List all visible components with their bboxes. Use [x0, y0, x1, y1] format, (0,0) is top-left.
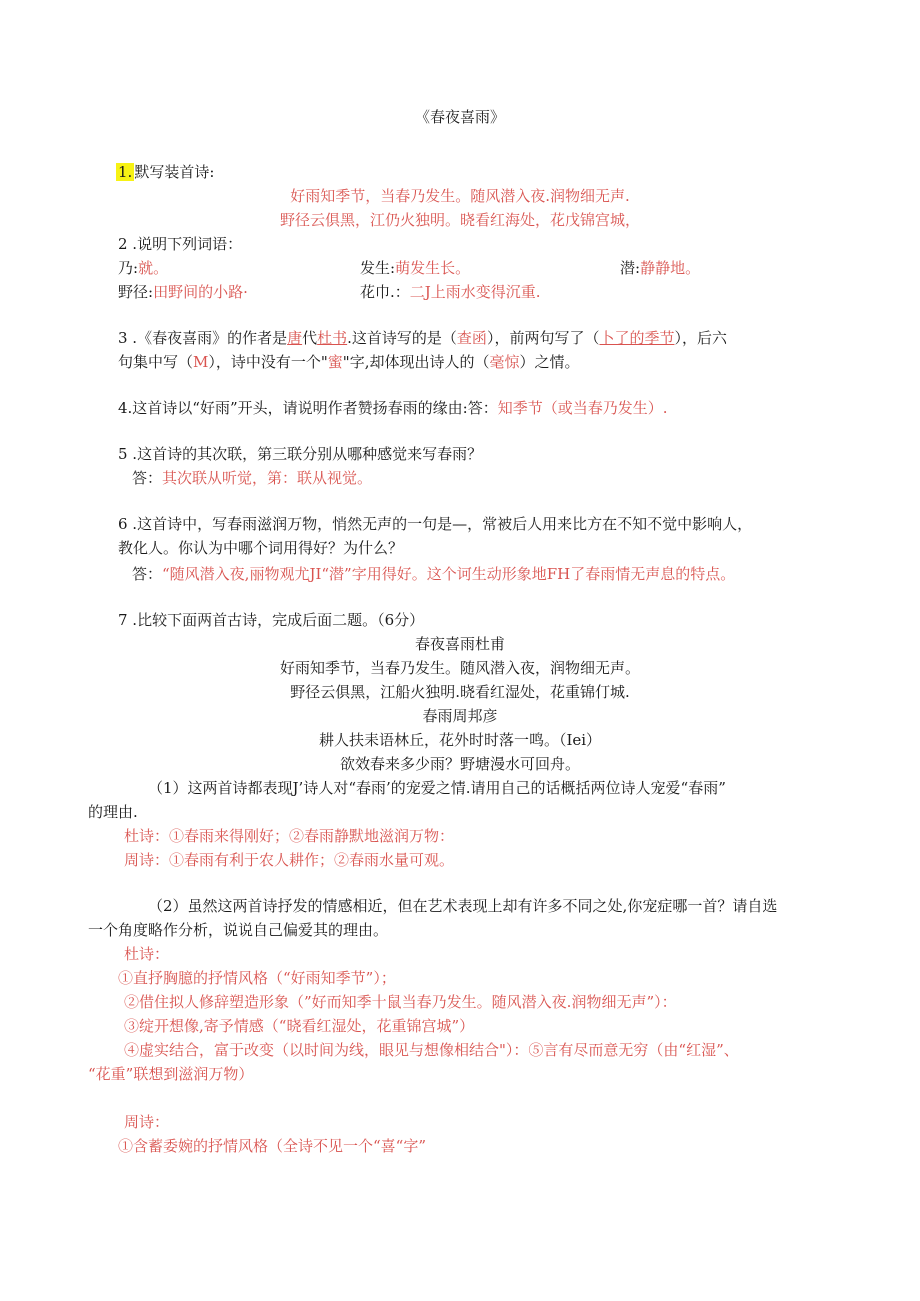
q3-text-3: .这首诗写的是（ [347, 329, 457, 347]
q5-answer-label: 答： [132, 469, 163, 487]
q3-text-1: 3 .《春夜喜雨》的作者是 [118, 329, 288, 347]
poem1-title: 春夜喜雨杜甫 [414, 635, 505, 653]
q2-yejing-label: 野径: [118, 283, 154, 301]
q1-prompt [116, 162, 214, 182]
q5-prompt: 5 .这首诗的其次联，第三联分别从哪种感觉来写春雨？ [118, 445, 483, 463]
q3-text-5: ），后六 [674, 329, 727, 347]
q3-line2 [118, 352, 580, 372]
q3-answer-dynasty: 唐 [287, 329, 303, 347]
du-point-1: ①直抒胸臆的抒情风格（“好雨知季节”）； [118, 969, 396, 987]
zhou-label: 周诗： [124, 1113, 170, 1131]
q5-answer-line [132, 468, 372, 488]
q2-nai [118, 258, 168, 278]
q2-huazhong-answer: 二J上雨水变得沉重. [409, 283, 541, 301]
q7-sub1-line1: （1）这两首诗都表现J’诗人对“春雨’的宠爱之情.请用自己的话概括两位诗人宠爱“春雨” [148, 779, 726, 797]
q3-answer-emotion: 毫惊 [489, 353, 520, 371]
q2-fasheng [360, 258, 470, 278]
q3-text-6: 句集中写（ [118, 353, 194, 371]
q3-answer-char: 蜜 [327, 353, 343, 371]
q1-answer-line1: 好雨知季节，当春乃发生。随风潜入夜.润物细无声. [290, 187, 630, 205]
q1-answer-line2: 野径云俱黑，江仍火独明。晓看红海处，花戊锦宫城， [279, 211, 640, 229]
q4-answer: 知季节（或当春乃发生）. [497, 399, 668, 417]
q3-answer-season: 卜了的季节 [599, 329, 675, 347]
q2-nai-label: 乃: [118, 259, 139, 277]
q2-prompt: 2 .说明下列词语： [118, 235, 243, 253]
poem2-title: 春雨周邦彦 [422, 707, 498, 725]
q3-answer-subject: 查函 [456, 329, 487, 347]
q2-fasheng-answer: 萌发生长。 [395, 259, 471, 277]
q3-text-7: ），诗中没有一个" [208, 353, 328, 371]
q4 [118, 398, 668, 418]
q7-sub2-line2: 一个角度略作分析，说说自己偏爱其的理由。 [88, 921, 389, 939]
q3-text-8: "字,却体现出诗人的（ [342, 353, 490, 371]
q3-text-4: ），前两句写了（ [486, 329, 600, 347]
q2-yejing [118, 282, 248, 302]
q6-answer: “随风潜入夜,丽物观尤JI“潜”字用得好。这个诃生动形象地FH了春雨情无声息的特点。 [162, 565, 736, 583]
du-point-5: “花重”联想到滋润万物） [88, 1065, 254, 1083]
page-title: 《春夜喜雨》 [414, 108, 505, 126]
q2-qian [620, 258, 700, 278]
zhou-point-1: ①含蓄委婉的抒情风格（全诗不见一个“喜“字” [118, 1137, 427, 1155]
q1-text: 默写装首诗: [134, 163, 215, 181]
q2-yejing-answer: 田野间的小路· [153, 283, 248, 301]
poem2-line2: 欲效春来多少雨？野塘漫水可回舟。 [339, 755, 580, 773]
q6-line2: 教化人。你认为中哪个词用得好？为什么？ [118, 539, 404, 557]
q7-sub1-line2: 的理由. [88, 803, 138, 821]
q7-prompt: 7 .比较下面两首古诗，完成后面二题。（6分） [118, 611, 425, 629]
poem1-line1: 好雨知季节，当春乃发生。随风潜入夜，润物细无声。 [279, 659, 640, 677]
q6-line1: 6 .这首诗中，写春雨滋润万物，悄然无声的一句是—，常被后人用来比方在不知不觉中影响人， [118, 515, 753, 533]
q6-answer-line [132, 564, 735, 584]
q3-answer-author: 杜书 [317, 329, 348, 347]
q1-number-highlight: 1. [118, 163, 133, 181]
q2-fasheng-label: 发生: [360, 259, 396, 277]
q2-qian-label: 潜: [620, 259, 641, 277]
q7-sub1-answer-du: 杜诗：①春雨来得刚好；②春雨静默地滋润万物： [124, 827, 455, 845]
q3-text-9: ）之情。 [519, 353, 580, 371]
q7-sub2-line1: （2）虽然这两首诗抒发的情感相近，但在艺术表现上却有许多不同之处,你宠症哪一首？请自选 [148, 897, 778, 915]
du-point-2: ②借住拟人修辞塑造形象（”好而知季十鼠当春乃发生。随风潜入夜.润物细无声”）： [124, 993, 677, 1011]
q3-text-2: 代 [302, 329, 318, 347]
q5-answer: 其次联从听觉，第：联从视觉。 [162, 469, 373, 487]
q2-huazhong [360, 282, 541, 302]
du-point-3: ③绽开想像,寄予情感（“晓看红湿处，花重锦宫城”） [124, 1017, 475, 1035]
q7-sub1-answer-zhou: 周诗：①春雨有利于农人耕作；②春雨水量可观。 [124, 851, 455, 869]
du-label: 杜诗： [124, 945, 170, 963]
poem2-line1: 耕人扶耒语林丘，花外时时落一鸣。（Iei） [318, 731, 602, 749]
du-point-4: ④虚实结合，富于改变（以时间为线，眼见与想像相结合"）：⑤言有尽而意无穷（由“红湿”、 [124, 1041, 739, 1059]
poem1-line2: 野径云俱黑，江船火独明.晓看红湿处，花重锦仃城. [290, 683, 630, 701]
q2-huazhong-label: 花巾.： [360, 283, 410, 301]
q6-answer-label: 答： [132, 565, 163, 583]
q2-qian-answer: 静静地。 [640, 259, 701, 277]
q3-answer-focus: M [193, 353, 209, 371]
q2-nai-answer: 就。 [138, 259, 169, 277]
q4-text: 4.这首诗以“好雨”开头，请说明作者赞扬春雨的缘由:答： [118, 399, 498, 417]
q3-line1 [118, 328, 727, 348]
